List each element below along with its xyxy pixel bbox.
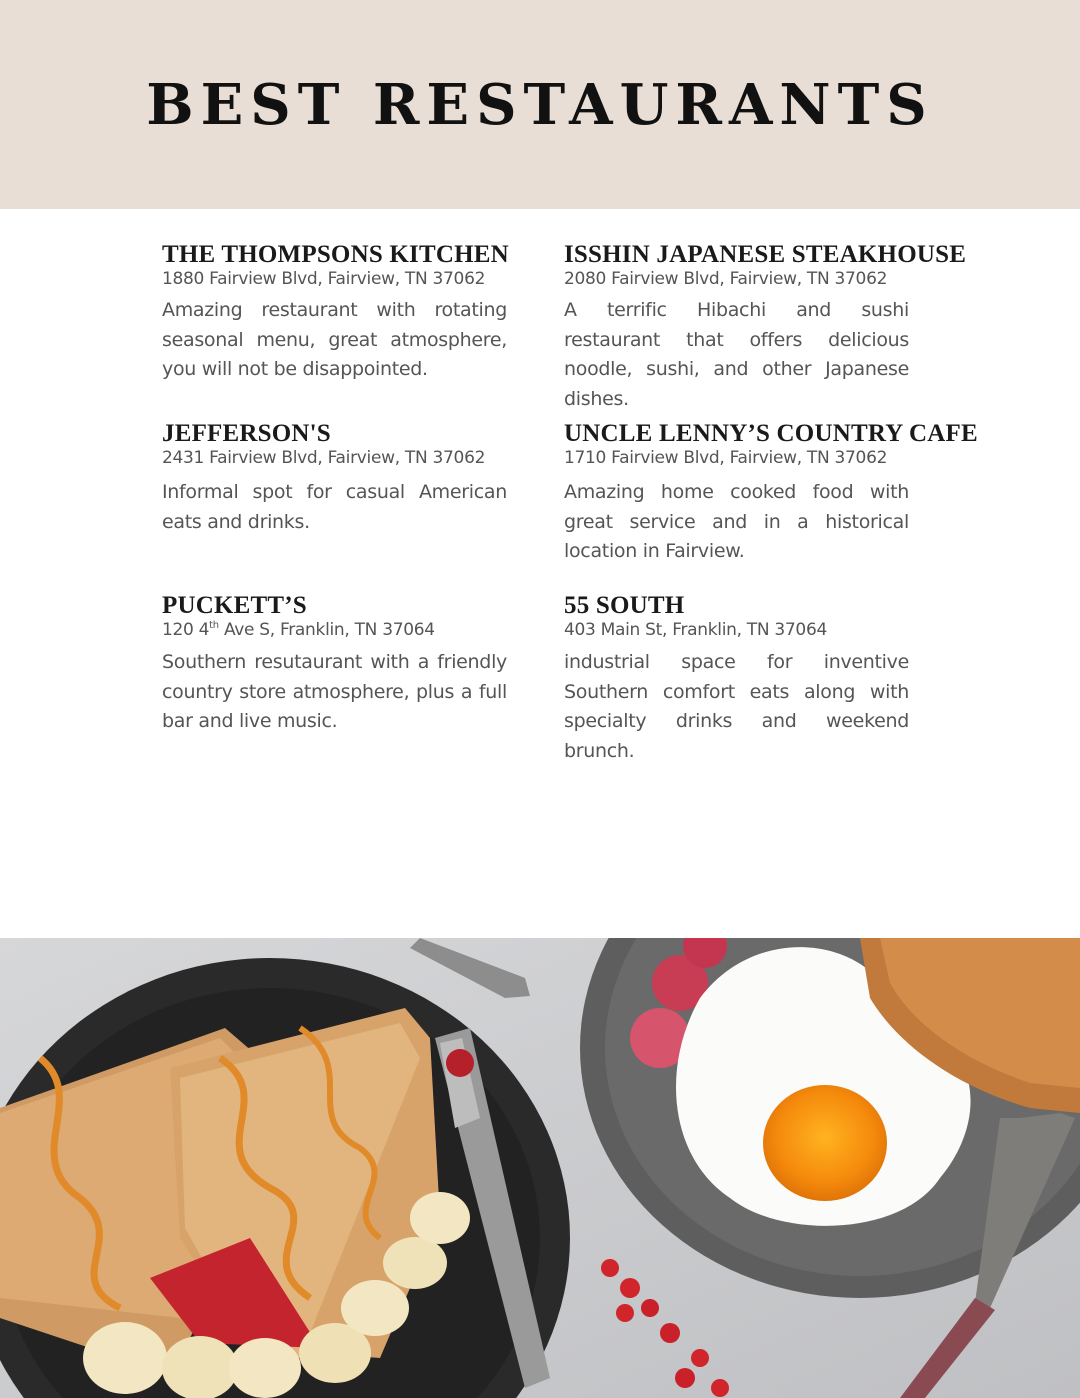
restaurant-entry-jeffersons: [162, 421, 507, 537]
restaurant-address: 1710 Fairview Blvd, Fairview, TN 37062: [564, 448, 888, 468]
restaurant-name: JEFFERSON'S: [162, 420, 331, 447]
restaurant-description: Amazing home cooked food with great service and in a historical location in Fairview.: [564, 481, 909, 562]
restaurant-description: Amazing restaurant with rotating seasonal menu, great atmosphere, you will not be disappointed.: [162, 299, 507, 380]
restaurant-entry-isshin: [564, 241, 967, 414]
restaurant-name: PUCKETT’S: [162, 592, 307, 619]
restaurant-name: 55 SOUTH: [564, 592, 685, 619]
restaurant-address: 2431 Fairview Blvd, Fairview, TN 37062: [162, 448, 486, 468]
restaurant-name: UNCLE LENNY’S COUNTRY CAFE: [564, 420, 978, 447]
restaurant-description: Southern resutaurant with a friendly country store atmosphere, plus a full bar and live music.: [162, 651, 507, 732]
restaurant-description: Informal spot for casual American eats and drinks.: [162, 481, 507, 533]
restaurant-description: industrial space for inventive Southern comfort eats along with specialty drinks and weekend brunch.: [564, 651, 909, 762]
restaurant-entry-55-south: [564, 593, 909, 766]
restaurant-address: 1880 Fairview Blvd, Fairview, TN 37062: [162, 269, 486, 289]
restaurant-entry-pucketts: [162, 593, 507, 737]
restaurant-description: A terrific Hibachi and sushi restaurant that offers delicious noodle, sushi, and other Japanese dishes.: [564, 299, 909, 410]
restaurant-address: 403 Main St, Franklin, TN 37064: [564, 620, 827, 640]
restaurant-name: ISSHIN JAPANESE STEAKHOUSE: [564, 241, 967, 268]
restaurant-entry-thompsons: [162, 242, 507, 385]
restaurant-name: THE THOMPSONS KITCHEN: [162, 241, 509, 268]
restaurant-address: 120 4th Ave S, Franklin, TN 37064: [162, 620, 435, 640]
breakfast-photo: [0, 938, 1080, 1398]
header-banner: [0, 0, 1080, 209]
breakfast-illustration: [0, 938, 1080, 1398]
page-title: BEST RESTAURANTS: [146, 72, 934, 138]
restaurant-address: 2080 Fairview Blvd, Fairview, TN 37062: [564, 269, 888, 289]
restaurant-entry-uncle-lennys: [564, 420, 978, 567]
